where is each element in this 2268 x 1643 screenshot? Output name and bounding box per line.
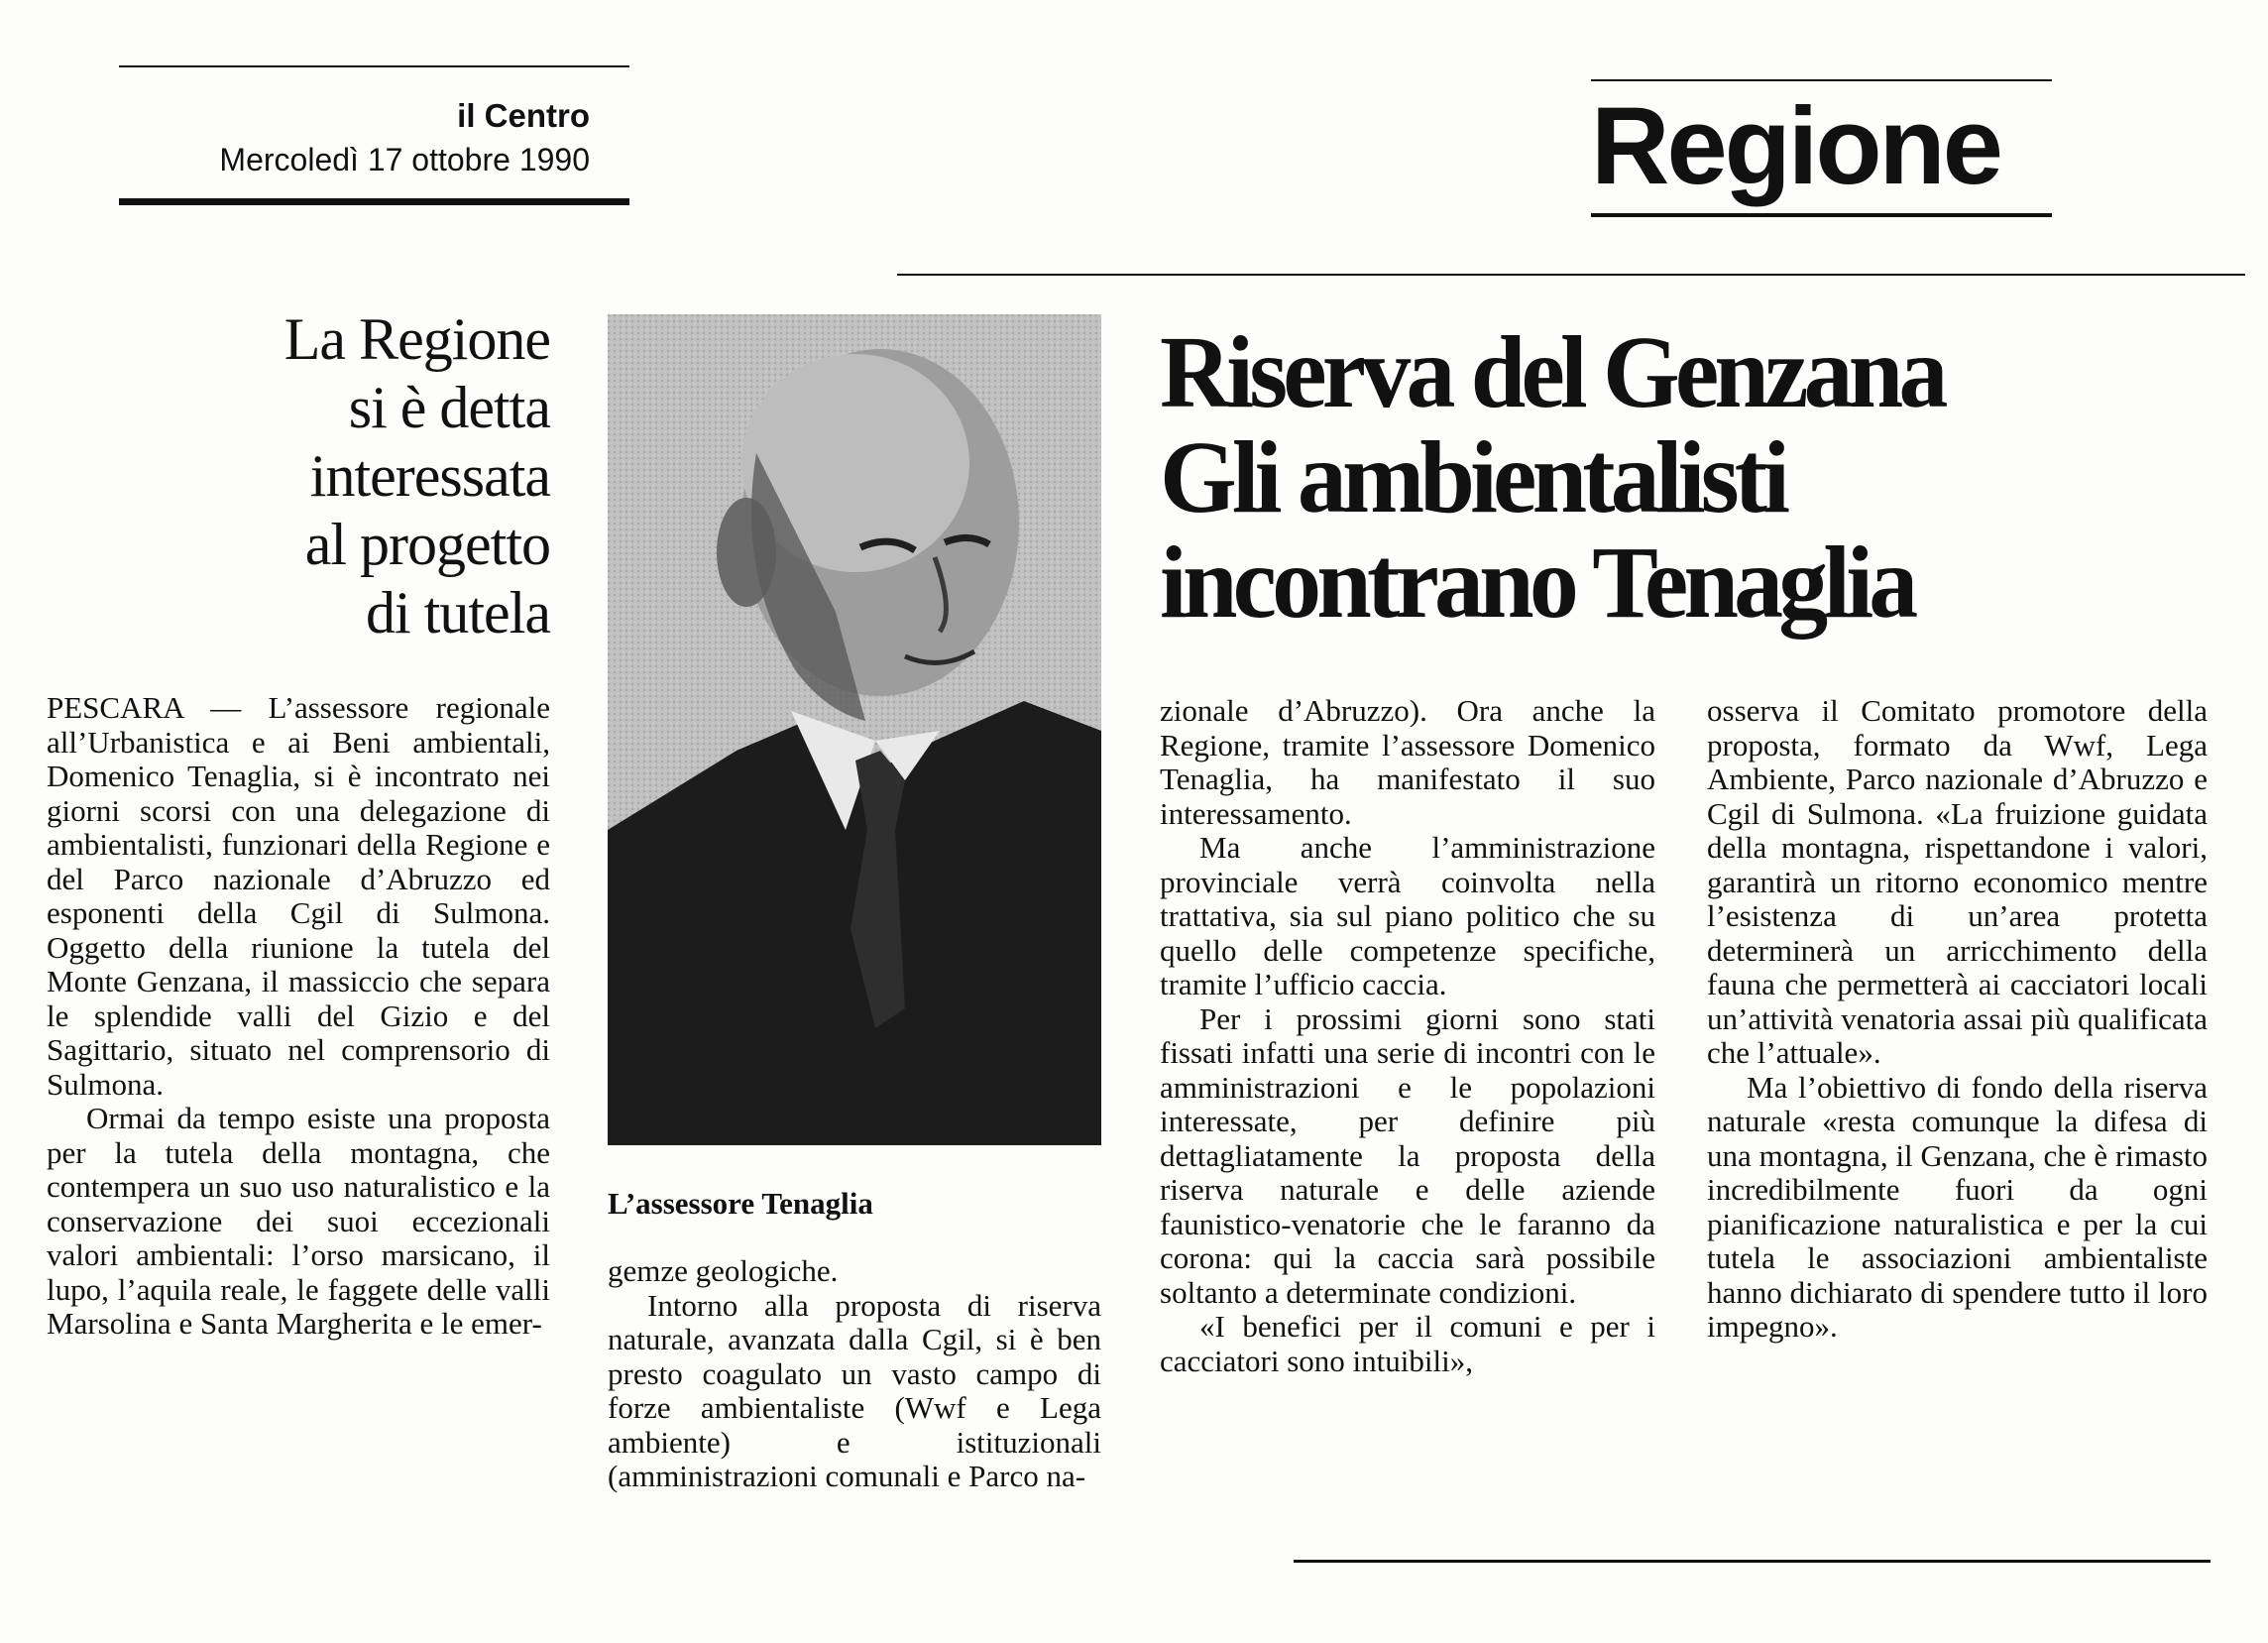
article-column-4 <box>1707 694 2208 1345</box>
subtitle <box>149 305 550 647</box>
headline <box>1160 315 1944 640</box>
article-column-1 <box>47 691 550 1342</box>
paragraph: Ormai da tempo esiste una proposta per la tutela della montagna, che contempera un suo uso naturalistico e la conservazione dei suoi eccezionali valori ambientali: l’orso marsicano, il lupo, l’aquila reale, le faggete delle valli Marsolina e Santa Margherita e le emer- <box>47 1101 550 1341</box>
section-bottom-rule <box>1591 213 2052 217</box>
section-top-rule <box>1591 79 2052 81</box>
subtitle-line: al progetto <box>304 512 550 577</box>
portrait-image <box>608 314 1101 1145</box>
subtitle-line: di tutela <box>366 580 550 645</box>
paragraph: «I benefici per il comuni e per i cacciatori sono intuibili», <box>1160 1309 1655 1378</box>
headline-line: Riserva del Genzana <box>1160 315 1944 429</box>
portrait-photo <box>608 314 1101 1145</box>
article-end-rule <box>1294 1560 2211 1563</box>
paragraph: Ma anche l’amministrazione provinciale verrà coinvolta nella trattativa, sia sul piano politico che su quello delle competenze specifiche, tramite l’ufficio caccia. <box>1160 830 1655 1001</box>
paragraph: zionale d’Abruzzo). Ora anche la Regione, tramite l’assessore Domenico Tenaglia, ha manifestato il suo interessamento. <box>1160 693 1655 831</box>
headline-line: incontrano Tenaglia <box>1160 526 1914 640</box>
paragraph: Intorno alla proposta di riserva naturale, avanzata dalla Cgil, si è ben presto coagulato un vasto campo di forze ambientaliste (Wwf e Lega ambiente) e istituzionali (amministrazioni comunali e Parco na- <box>608 1287 1101 1493</box>
photo-caption: L’assessore Tenaglia <box>608 1186 873 1221</box>
masthead-top-rule <box>119 65 629 67</box>
publication-date: Mercoledì 17 ottobre 1990 <box>219 142 590 177</box>
paragraph: osserva il Comitato promotore della proposta, formato da Wwf, Lega Ambiente, Parco nazionale d’Abruzzo e Cgil di Sulmona. «La fruizione guidata della montagna, rispettandone i valori, garantirà un ritorno economico mentre l’esistenza di un’area protetta determinerà un arricchimento della fauna che permetterà ai cacciatori locali un’attività venatoria assai più qualificata che l’attuale». <box>1707 693 2208 1070</box>
headline-line: Gli ambientalisti <box>1160 420 1786 534</box>
section-label: Regione <box>1591 85 2000 207</box>
article-column-3 <box>1160 694 1655 1378</box>
masthead-bottom-rule <box>119 198 629 205</box>
subtitle-line: si è detta <box>348 375 550 440</box>
paragraph: Per i prossimi giorni sono stati fissati infatti una serie di incontri con le amministrazioni e le popolazioni interessate, per definire più dettagliatamente la proposta della riserva naturale e delle aziende faunistico-venatorie che le faranno da corona: qui la caccia sarà possibile soltanto a determinate condizioni. <box>1160 1000 1655 1310</box>
paragraph: Ma l’obiettivo di fondo della riserva naturale «resta comunque la difesa di una montagna, il Genzana, che è rimasto incredibilmente fuori da ogni pianificazione naturalistica e per la cui tutela le associazioni ambientaliste hanno dichiarato di spendere tutto il loro impegno». <box>1707 1069 2208 1344</box>
page-divider-rule <box>897 274 2245 276</box>
article-column-2 <box>608 1254 1101 1494</box>
paragraph: PESCARA — L’assessore regionale all’Urbanistica e ai Beni ambientali, Domenico Tenaglia, si è incontrato nei giorni scorsi con una delegazione di ambientalisti, funzionari della Regione e del Parco nazionale d’Abruzzo ed esponenti della Cgil di Sulmona. Oggetto della riunione la tutela del Monte Genzana, il massiccio che separa le splendide valli del Gizio e del Sagittario, situato nel comprensorio di Sulmona. <box>47 690 550 1102</box>
newspaper-name: il Centro <box>457 97 590 134</box>
subtitle-line: La Regione <box>284 306 550 372</box>
paragraph: gemze geologiche. <box>608 1253 839 1288</box>
subtitle-line: interessata <box>309 443 550 509</box>
